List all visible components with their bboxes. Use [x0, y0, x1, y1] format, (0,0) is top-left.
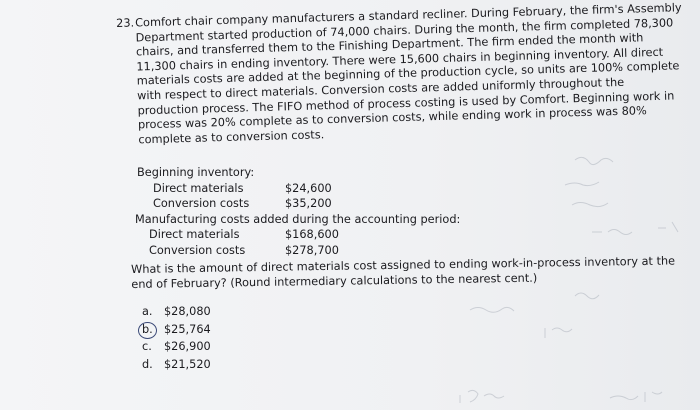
answer-choices — [142, 303, 211, 373]
added-dm-label: Direct materials — [149, 228, 240, 242]
costs-added-label: Manufacturing costs added during the accounting period: — [135, 212, 461, 226]
added-dm-value: $168,600 — [285, 228, 339, 242]
beginning-dm-label: Direct materials — [153, 181, 244, 195]
choice-c-text: $26,900 — [164, 340, 211, 354]
choice-c[interactable] — [142, 338, 211, 356]
beginning-inventory-label: Beginning inventory: — [137, 166, 255, 179]
choice-a-text: $28,080 — [164, 305, 211, 318]
beginning-cc-value: $35,200 — [285, 197, 332, 211]
choice-d-letter: d. — [142, 357, 153, 371]
added-cc-label: Conversion costs — [149, 243, 246, 257]
choice-d-text: $21,520 — [164, 357, 211, 371]
choice-c-letter: c. — [142, 340, 152, 354]
choice-b-letter-circled: b. — [142, 321, 164, 339]
problem-statement — [116, 1, 685, 148]
beginning-cc-label: Conversion costs — [153, 197, 250, 211]
choice-b-text: $25,764 — [164, 322, 211, 336]
choice-a-letter: a. — [142, 305, 153, 318]
problem-number: 23. — [116, 16, 135, 30]
beginning-dm-value: $24,600 — [285, 181, 332, 195]
problem-text: Comfort chair company manufacturers a standard recliner. During February, the firm's Assembly Department started production of 74,000 chairs. During the month, the firm completed 78,300 chairs, and transferred them to the Finishing Department. The firm ended the month with 11,300 chairs in ending inventory. There were 15,600 chairs in beginning inventory. All direct materials costs are added at the beginning of the production cycle, so units are 100% complete with respect to direct materials. Conversion costs are added uniformly throughout the production process. The FIFO method of process costing is used by Comfort. Beginning work in process was 20% complete as to conversion costs, while ending work in process was 80% complete as to conversion costs. — [134, 1, 682, 147]
added-cc-value: $278,700 — [285, 243, 339, 257]
choice-a[interactable] — [142, 303, 211, 321]
question-text: What is the amount of direct materials cost assigned to ending work-in-process inventory at the end of February? (Round intermediary calculations to the nearest cent.) — [131, 254, 676, 291]
choice-d[interactable] — [142, 356, 211, 374]
choice-b[interactable] — [142, 321, 211, 339]
